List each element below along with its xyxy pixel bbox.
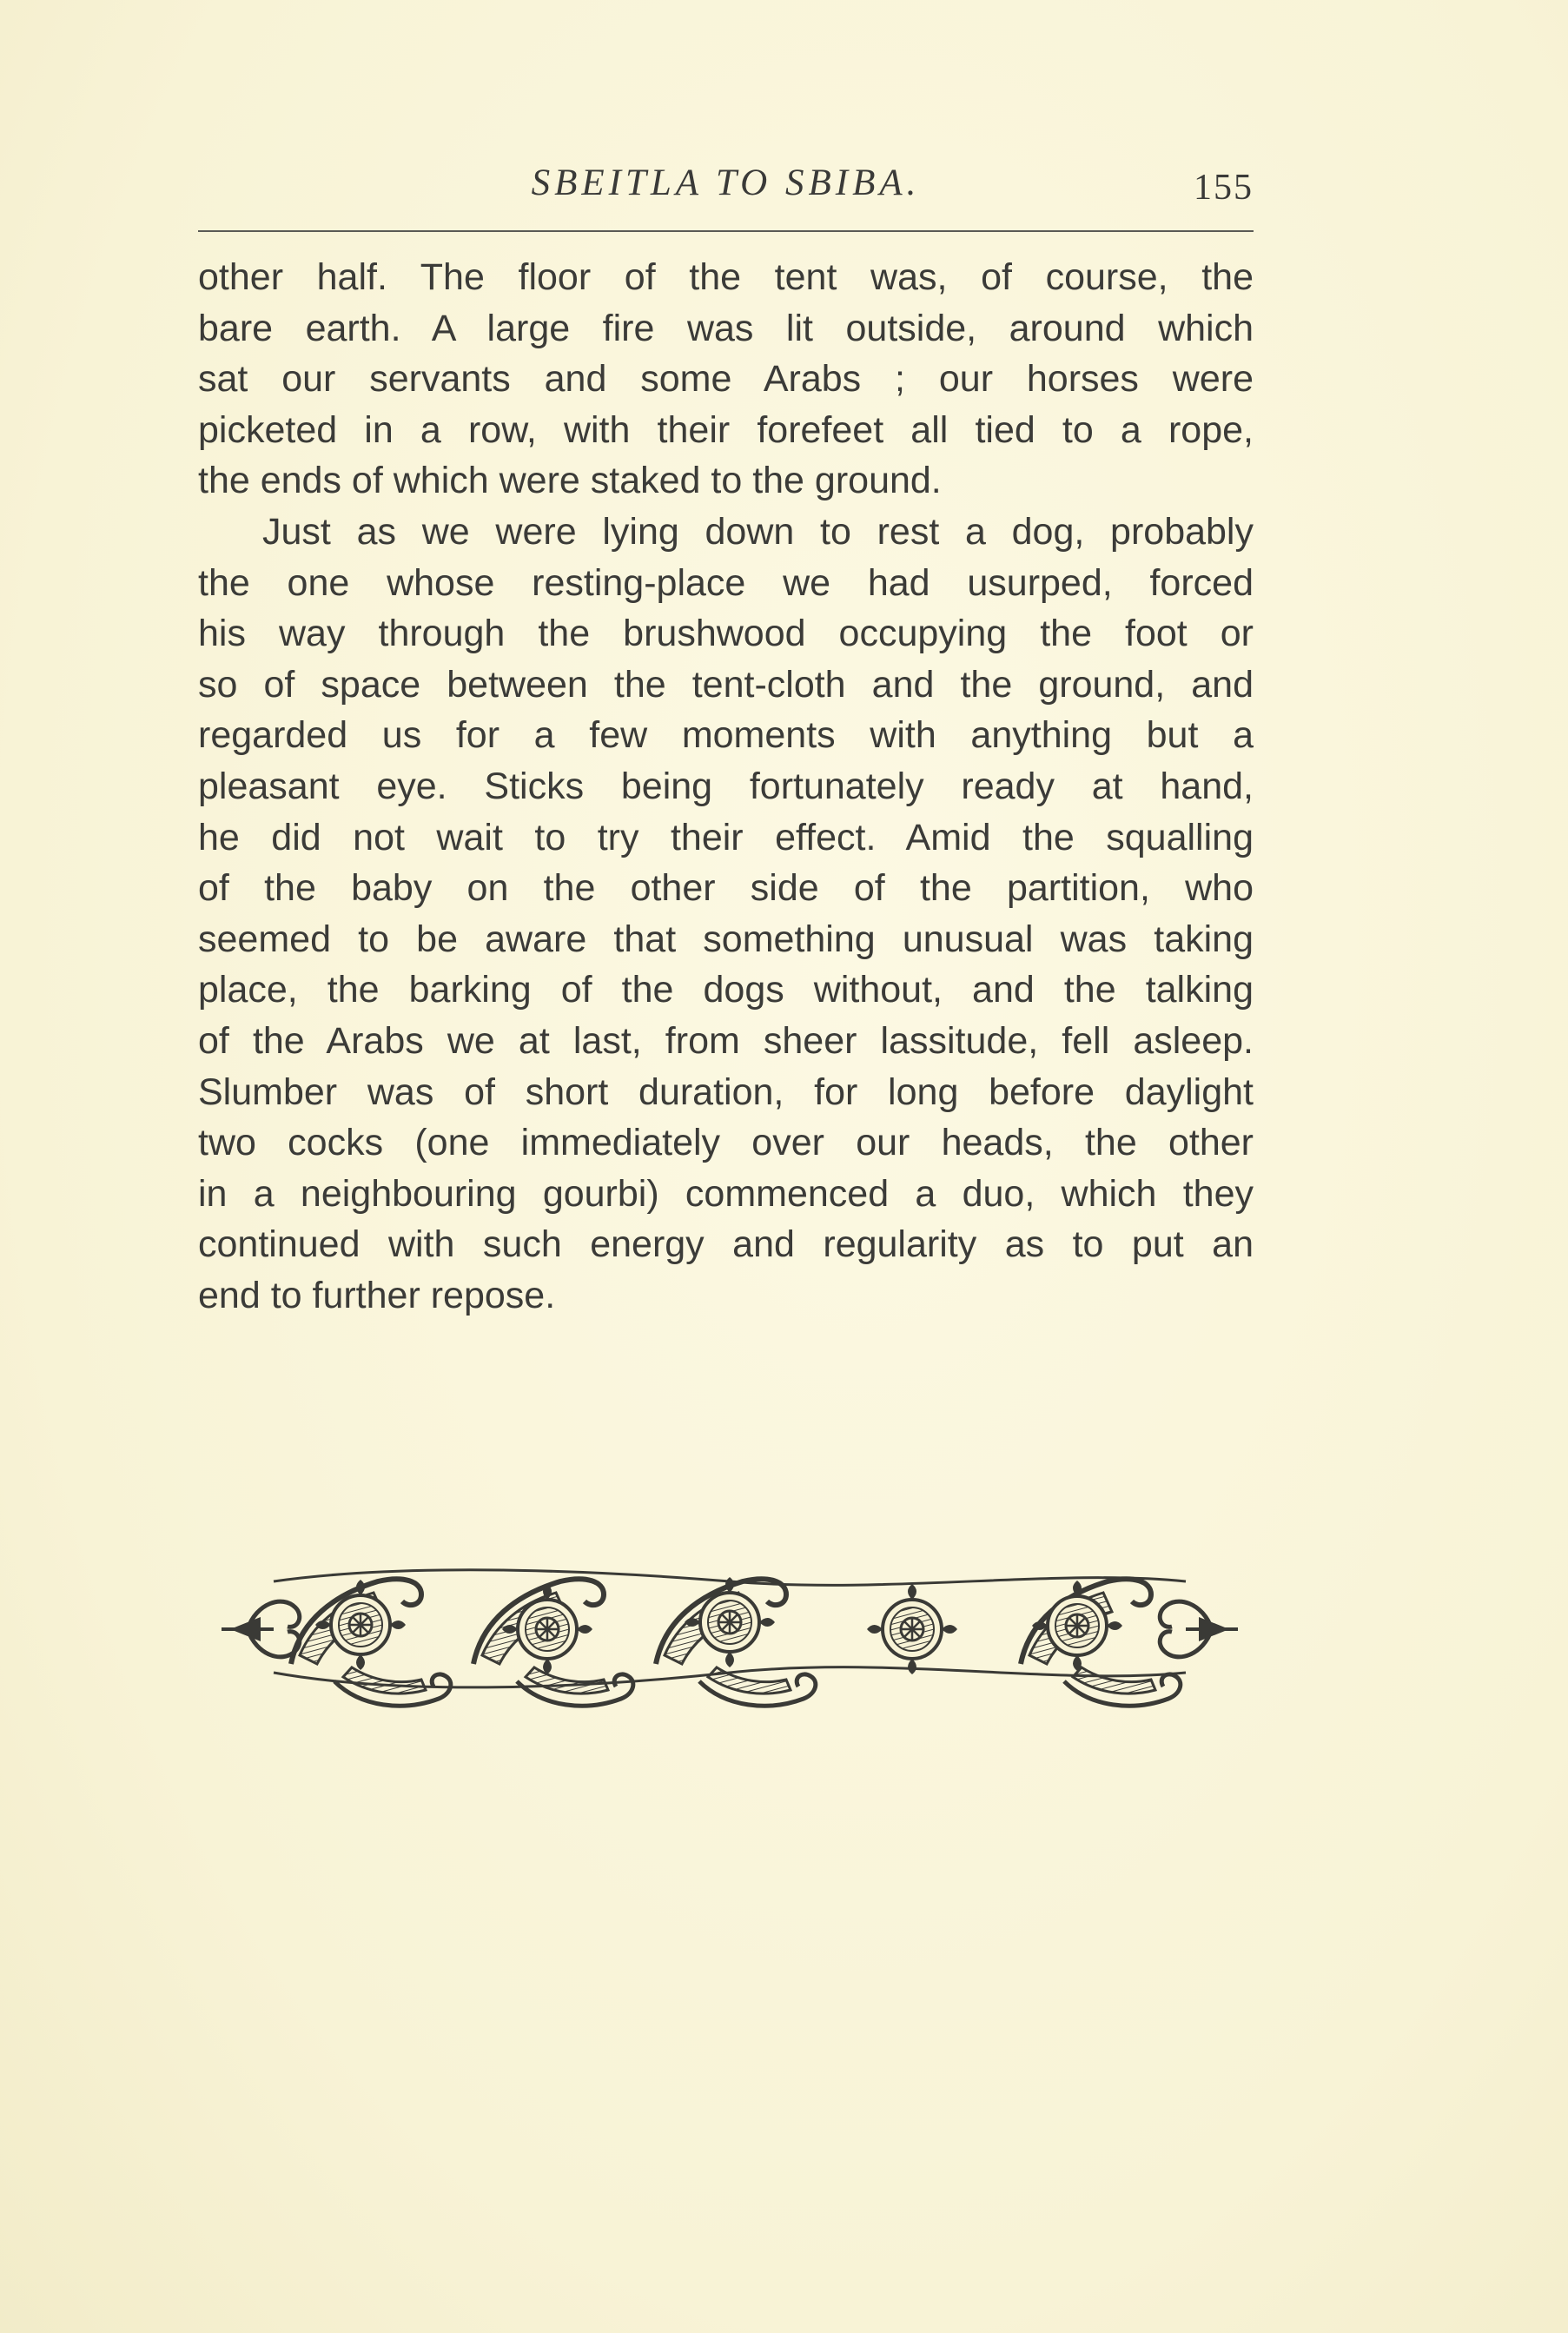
text-line: place, the barking of the dogs without, and the talking xyxy=(198,969,1254,1011)
floral-tailpiece-ornament-icon xyxy=(222,1542,1238,1716)
page-number: 155 xyxy=(1194,168,1254,208)
text-line: his way through the brushwood occupying the foot or xyxy=(198,613,1254,655)
text-line: bare earth. A large fire was lit outside, around which xyxy=(198,307,1254,349)
text-line: the ends of which were staked to the ground. xyxy=(198,460,942,502)
text-line: he did not wait to try their effect. Amid the squalling xyxy=(198,816,1254,858)
text-line: pleasant eye. Sticks being fortunately ready at hand, xyxy=(198,765,1254,807)
text-line: other half. The floor of the tent was, of course, the xyxy=(198,256,1254,298)
running-title: SBEITLA TO SBIBA. xyxy=(531,162,921,203)
running-head xyxy=(198,156,1254,217)
header-rule xyxy=(198,230,1254,232)
paragraph-2 xyxy=(198,507,1254,1322)
text-line: the one whose resting-place we had usurped, forced xyxy=(198,561,1254,604)
body-text xyxy=(198,252,1254,1321)
text-line: regarded us for a few moments with anything but a xyxy=(198,714,1254,757)
text-line: Just as we were lying down to rest a dog, probably xyxy=(262,510,1254,553)
paragraph-1 xyxy=(198,252,1254,507)
text-line: sat our servants and some Arabs ; our horses were xyxy=(198,358,1254,401)
text-line: picketed in a row, with their forefeet all tied to a rope, xyxy=(198,408,1254,451)
text-line: so of space between the tent-cloth and the ground, and xyxy=(198,663,1254,706)
left-terminal xyxy=(222,1601,300,1657)
text-line: of the baby on the other side of the partition, who xyxy=(198,867,1254,910)
text-line: end to further repose. xyxy=(198,1274,556,1316)
right-terminal xyxy=(1160,1601,1238,1657)
text-line: in a neighbouring gourbi) commenced a duo, which they xyxy=(198,1172,1254,1215)
text-line: continued with such energy and regularity as to put an xyxy=(198,1223,1254,1266)
text-line: Slumber was of short duration, for long before daylight xyxy=(198,1070,1254,1113)
text-line: of the Arabs we at last, from sheer lassitude, fell asleep. xyxy=(198,1019,1254,1062)
text-line: seemed to be aware that something unusual was taking xyxy=(198,918,1254,960)
text-line: two cocks (one immediately over our heads, the other xyxy=(198,1122,1254,1164)
